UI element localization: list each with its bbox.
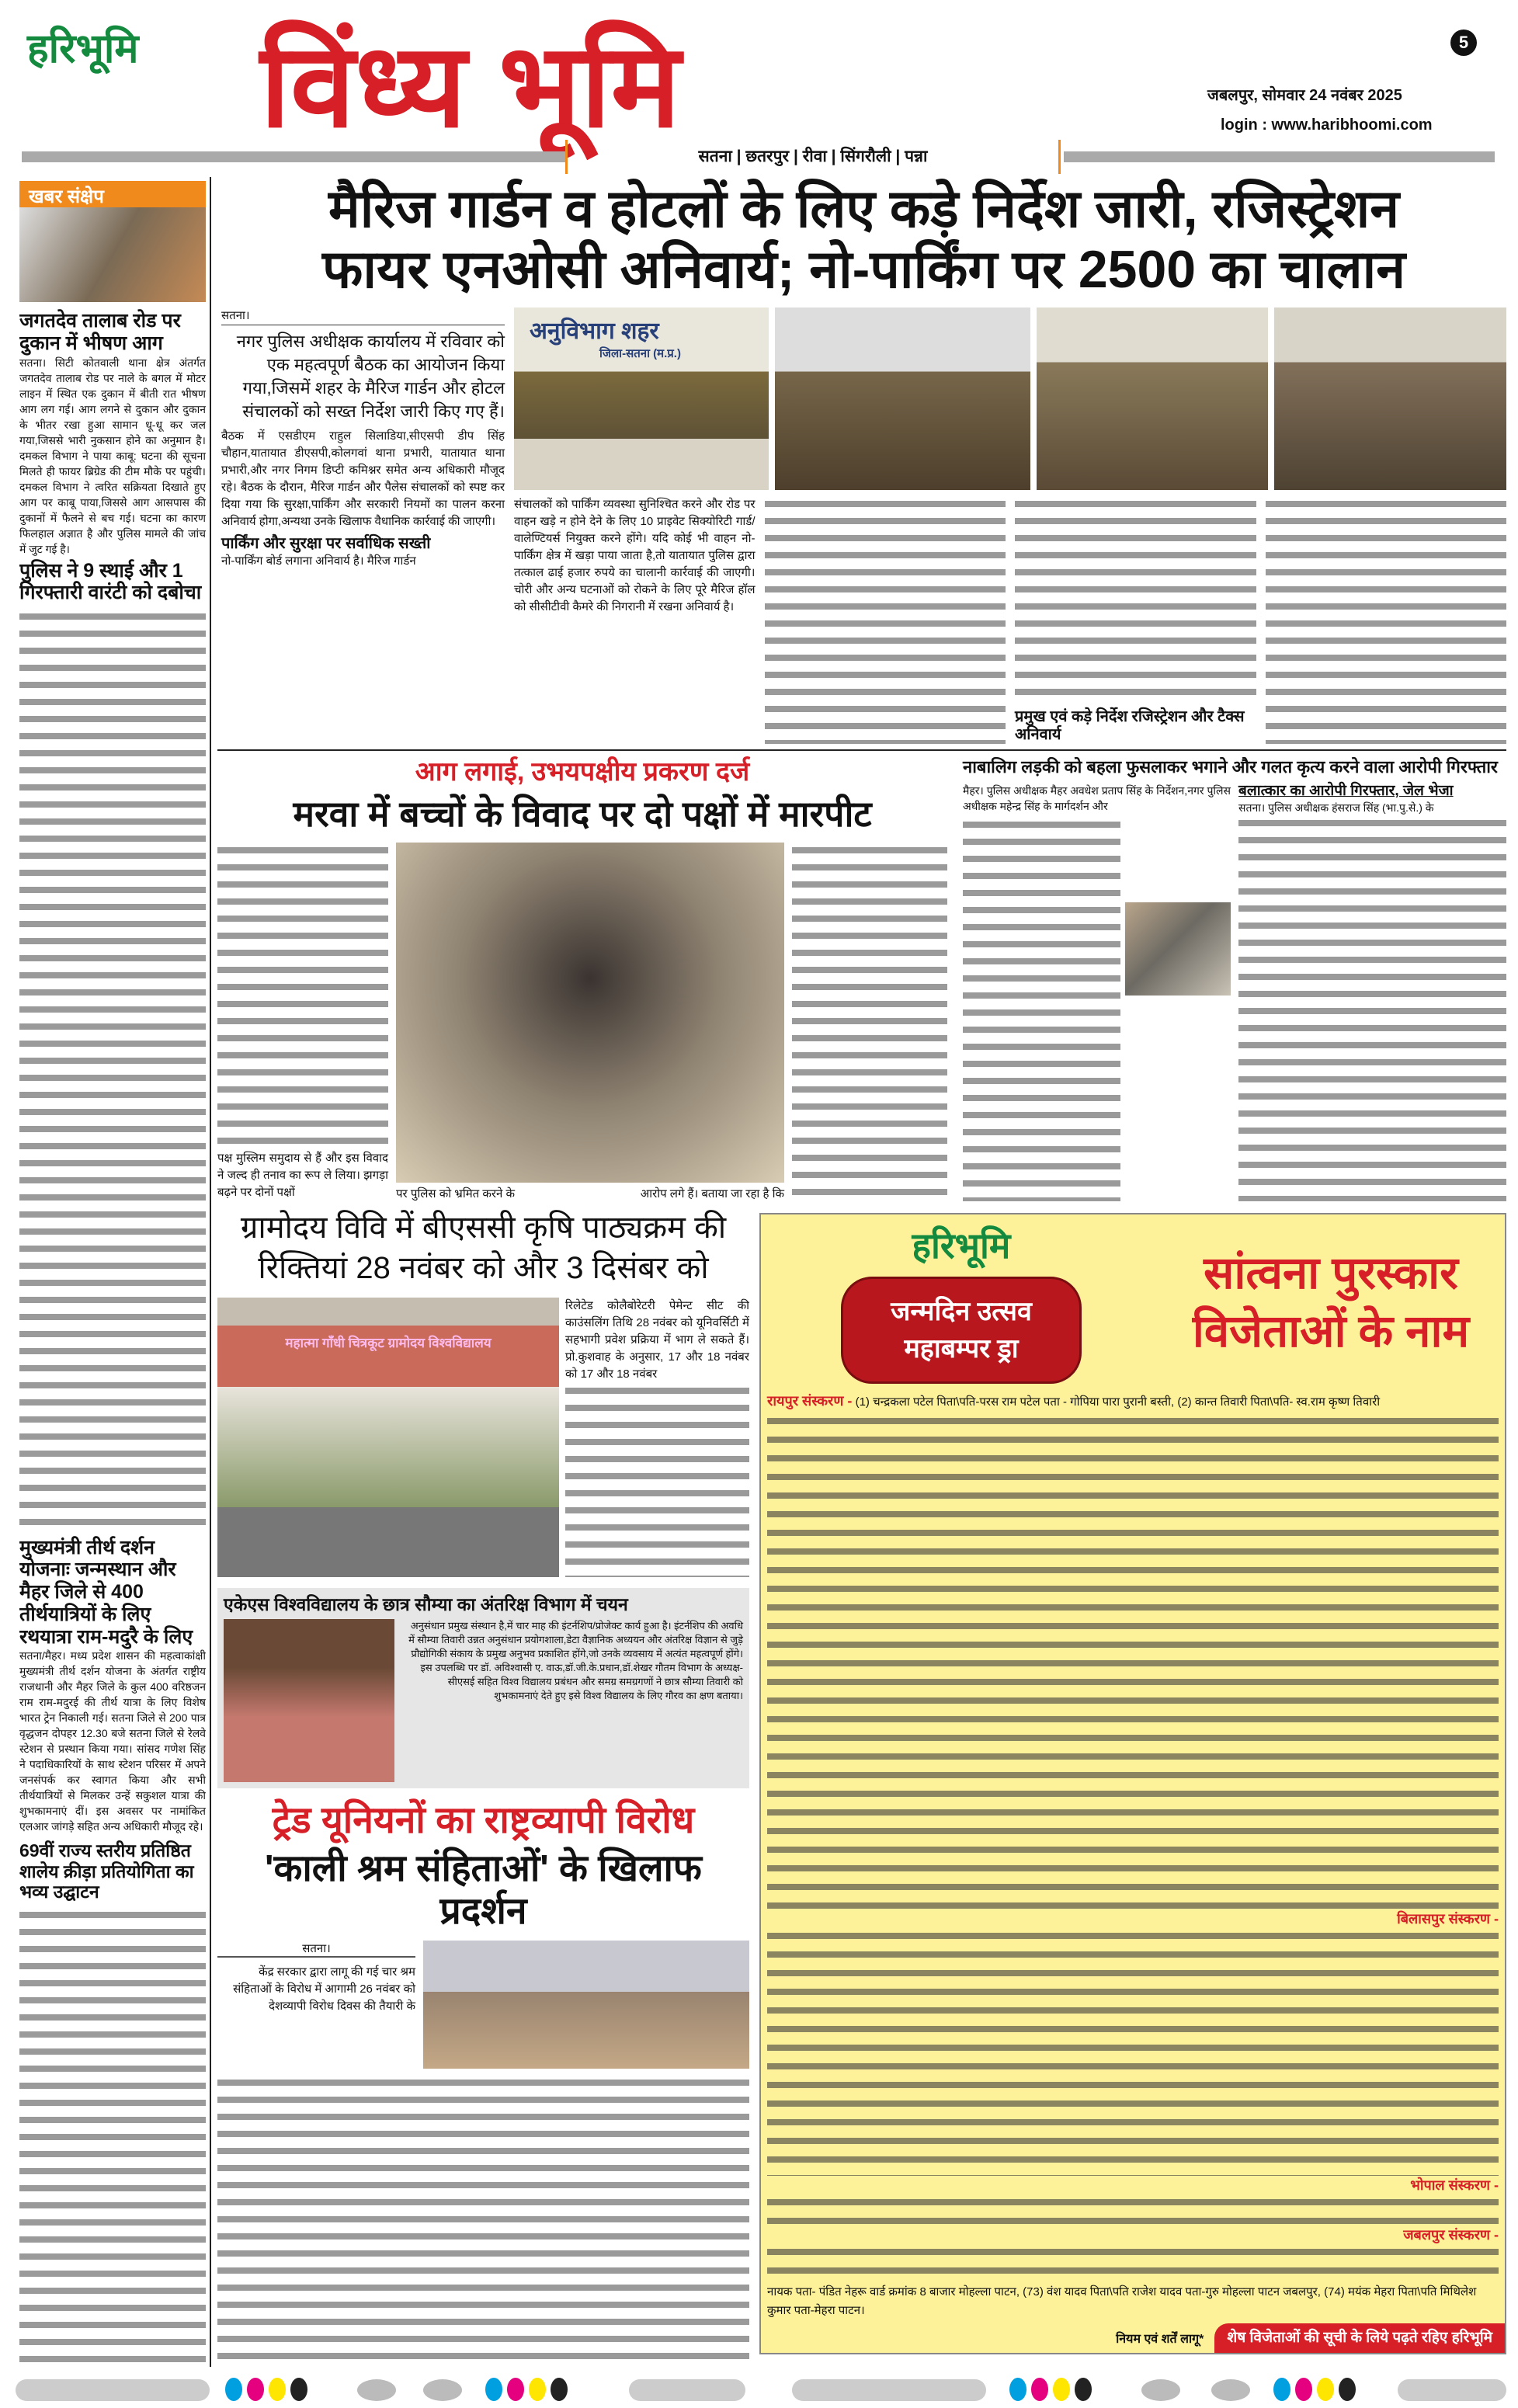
trade-headline: 'काली श्रम संहिताओं' के खिलाफ प्रदर्शन bbox=[265, 1847, 702, 1932]
rape-case-column bbox=[1238, 783, 1506, 1201]
university-sign: महात्मा गाँधी चित्रकूट ग्रामोदय विश्वविद्यालय bbox=[285, 1336, 492, 1350]
brief-label: खबर संक्षेप bbox=[19, 181, 206, 207]
edition-label: रायपुर संस्करण - bbox=[767, 1393, 853, 1409]
gramodaya-body-text bbox=[565, 1383, 749, 1577]
cmyk-dots bbox=[225, 2378, 312, 2405]
lead-photos bbox=[514, 308, 1506, 490]
lead-dateline: सतना। bbox=[221, 308, 505, 325]
nabalig-body: मैहर। पुलिस अधीक्षक मैहर अवधेश प्रताप सिंह के निर्देशन,नगर पुलिस अधीक्षक महेन्द्र सिंह के मार्गदर्शन और bbox=[963, 784, 1231, 813]
winner-list-text bbox=[767, 2244, 1499, 2283]
edition-label: जबलपुर संस्करण - bbox=[1403, 2227, 1499, 2243]
aks-row bbox=[224, 1619, 743, 1782]
cmyk-dots bbox=[485, 2378, 572, 2405]
winner-list-text bbox=[767, 1413, 1499, 1909]
registration-bar bbox=[16, 2379, 210, 2401]
nabalig-body-text bbox=[1238, 815, 1506, 1201]
brief-headline: जगतदेव तालाब रोड पर दुकान में भीषण आग bbox=[19, 310, 181, 354]
photo-banner-text: अनुविभाग शहर bbox=[530, 318, 659, 345]
lead-text-columns bbox=[514, 496, 1506, 744]
lead-headline-line: फायर एनओसी अनिवार्य; नो-पार्किंग पर 2500 का चालान bbox=[322, 240, 1405, 300]
ad-footer bbox=[767, 2323, 1505, 2353]
marwa-body-text bbox=[217, 843, 388, 1150]
marwa-photo-column bbox=[396, 843, 784, 1201]
nabalig-sub-body: सतना। पुलिस अधीक्षक हंसराज सिंह (भा.पु.से.) के bbox=[1238, 801, 1434, 815]
trade-body: केंद्र सरकार द्वारा लागू की गई चार श्रम संहिताओं के विरोध में आगामी 26 नवंबर को देशव्यापी विरोध दिवस की तैयारी के bbox=[233, 1965, 415, 2013]
marwa-text-column bbox=[217, 843, 388, 1201]
aks-box bbox=[217, 1588, 749, 1788]
cmyk-dots bbox=[1273, 2378, 1360, 2405]
print-registration-marks bbox=[16, 2378, 1506, 2403]
header-rule bbox=[1064, 151, 1495, 162]
gramodaya-row bbox=[217, 1298, 749, 1577]
lead-body: संचालकों को पार्किंग व्यवस्था सुनिश्चित करने और रोड पर वाहन खड़े न होने देने के लिए 10 प्राइवेट सिक्योरिटी गार्ड/वालेण्टियर्स नियुक्त करने होंगे। यदि कोई भी वाहन नो-पार्किंग क्षेत्र में खड़ा पाया जाता है,तो यातायात पुलिस द्वारा तत्काल ढाई हजार रुपये का चालानी कार्रवाई की जाएगी। चोरी और अन्य घटनाओं को रोकने के लिए पूरे मैरिज हॉल को सीसीटीवी कैमरे की निगरानी में रखना अनिवार्य है। bbox=[514, 498, 756, 614]
brief-body: सतना/मैहर। मध्य प्रदेश शासन की महत्वाकांक्षी मुख्यमंत्री तीर्थ दर्शन योजना के अंतर्गत राष्ट्रीय राजधानी और मैहर जिले के कुल 400 वरिष्ठजन राम राम-मदुरई की तीर्थ यात्रा के लिए विशेष भारत ट्रेन निकाली गई। सतना जिले से 200 पात्र वृद्धजन दोपहर 12.30 बजे सतना जिले से रेलवे स्टेशन से प्रस्थान किया गया। सांसद गणेश सिंह ने पदाधिकारियों के साथ स्टेशन परिसर में अपने जनसंपर्क कर स्वागत किया और सभी तीर्थयात्रियों से मिलकर उन्हें सकुशल यात्रा की शुभकामनाएं दीं। इस अवसर पर नामांकित एलआर जांगड़े सहित अन्य अधिकारी मौजूद रहे। bbox=[19, 1649, 206, 1833]
column-divider bbox=[210, 177, 211, 2367]
marwa-body: आरोप लगे हैं। बताया जा रहा है कि bbox=[640, 1187, 784, 1201]
login-url[interactable]: login : www.haribhoomi.com bbox=[1221, 116, 1433, 134]
lead-body-row bbox=[221, 308, 1506, 744]
winner-entries: (1) चन्द्रकला पटेल पिता\पति-परस राम पटेल पता - गोपिया पारा पुरानी बस्ती, (2) कान्त तिवारी पिता\पति- स्व.राम कृष्ण तिवारी bbox=[855, 1395, 1381, 1409]
nabalig-body-text bbox=[963, 817, 1120, 1201]
marwa-kicker: आग लगाई, उभयपक्षीय प्रकरण दर्ज bbox=[415, 757, 750, 787]
gramodaya-body: रिलेटेड कोलैबोरेटरी पेमेन्ट सीट की काउंसलिंग तिथि 28 नवंबर को यूनिवर्सिटी में सहभागी प्रवेश प्रक्रिया में भाग ले सकते हैं। प्रो.कुशवाह के अनुसार, 17 और 18 नवंबर को 17 और 18 नवंबर bbox=[565, 1299, 749, 1381]
section-rule bbox=[217, 749, 1506, 751]
lead-body-text bbox=[1266, 496, 1507, 744]
trade-row bbox=[217, 1941, 749, 2069]
lead-body-text bbox=[1015, 496, 1256, 705]
brief-body: सतना। सिटी कोतवाली थाना क्षेत्र अंतर्गत जगतदेव तालाब रोड पर नाले के बगल में मोटर लाइन में स्थित एक दुकान में बीती रात भीषण आग लग गई। आग लगने से दुकान और दुकान के भीतर रखा हुआ सामान धू-धू कर जल गया,जिससे भारी नुकसान होने का अनुमान है। दमकल विभाग ने पाया काबू: घटना की सूचना मिलते ही फायर ब्रिग्रेड की टीम मौके पर पहुंची। दमकल विभाग ने त्वरित सक्रियता दिखाते हुए आग पर काबू पाया,जिससे आग आसपास की दुकानों में फैलने से बच गई। घटना का कारण फिलहाल अज्ञात है और पुलिस मामले की जांच में जुट गई है। bbox=[19, 356, 206, 555]
nabalig-story bbox=[963, 757, 1506, 1201]
trade-body-text bbox=[217, 2075, 749, 2365]
lead-body: बैठक में एसडीएम राहुल सिलाडिया,सीएसपी डीप सिंह चौहान,यातायात डीएसपी,कोलगवां थाना प्रभारी, यातायात थाना प्रभारी,और नगर निगम डिप्टी कमिश्नर समेत अन्य अधिकारी मौजूद रहे। बैठक के दौरान, मैरिज गार्डन और पैलेस संचालकों को स्पष्ट कर दिया गया कि सुरक्षा,पार्किंग और सरकारी नियमों का पालन करना अनिवार्य होगा,अन्यथा उनके खिलाफ वैधानिक कार्रवाई की जाएगी। bbox=[221, 429, 505, 529]
trade-headline: ट्रेड यूनियनों का राष्ट्रव्यापी विरोध bbox=[272, 1800, 695, 1842]
brief-headline: पुलिस ने 9 स्थाई और 1 गिरफ्तारी वारंटी को दबोचा bbox=[19, 559, 202, 604]
meeting-photo bbox=[1274, 308, 1506, 490]
lead-body-text bbox=[765, 496, 1006, 744]
ad-brand bbox=[767, 1221, 1155, 1384]
brief-headline: मुख्यमंत्री तीर्थ दर्शन योजनाः जन्मस्थान और मैहर जिले से 400 तीर्थयात्रियों के लिए रथयात्रा राम-मदुरै के लिए bbox=[19, 1536, 193, 1648]
registration-circle bbox=[423, 2379, 462, 2401]
fire-photo bbox=[19, 207, 206, 302]
marwa-headline: मरवा में बच्चों के विवाद पर दो पक्षों में मारपीट bbox=[293, 794, 872, 835]
haribhoomi-logo: हरिभूमि bbox=[27, 26, 139, 71]
lead-photo-area bbox=[514, 308, 1506, 744]
registration-circle bbox=[1211, 2379, 1250, 2401]
news-brief-column bbox=[19, 181, 206, 2367]
marwa-caption: पर पुलिस को भ्रमित करने के bbox=[396, 1187, 516, 1201]
trade-dateline: सतना। bbox=[217, 1941, 415, 1958]
birthday-draw-badge bbox=[841, 1277, 1082, 1384]
prize-winners-ad bbox=[759, 1213, 1506, 2354]
trade-text-column bbox=[217, 1941, 415, 2069]
nabalig-columns bbox=[963, 783, 1506, 1201]
lead-story bbox=[221, 179, 1506, 744]
badge-line: जन्मदिन उत्सव bbox=[891, 1297, 1032, 1326]
university-gate-photo bbox=[217, 1298, 559, 1577]
registration-bar bbox=[792, 2379, 986, 2401]
registration-circle bbox=[1141, 2379, 1180, 2401]
ad-title-line: विजेताओं के नाम bbox=[1192, 1306, 1470, 1357]
brief-body-text bbox=[19, 1907, 206, 2367]
meeting-photo bbox=[514, 308, 769, 490]
lead-body: नो-पार्किंग बोर्ड लगाना अनिवार्य है। मैरिज गार्डन bbox=[221, 554, 416, 568]
nabalig-subhead: बलात्कार का आरोपी गिरफ्तार, जेल भेजा bbox=[1238, 783, 1454, 800]
more-winners-banner: शेष विजेताओं की सूची के लिये पढ़ते रहिए हरिभूमि bbox=[1214, 2323, 1505, 2353]
lead-subhead: प्रमुख एवं कड़े निर्देश रजिस्ट्रेशन और टैक्स अनिवार्य bbox=[1015, 708, 1245, 743]
lead-headline-line: मैरिज गार्डन व होटलों के लिए कड़े निर्देश जारी, रजिस्ट्रेशन bbox=[328, 179, 1399, 238]
cmyk-dots bbox=[1009, 2378, 1096, 2405]
ad-header bbox=[767, 1221, 1499, 1384]
meeting-photo bbox=[775, 308, 1030, 490]
nabalig-column bbox=[963, 783, 1231, 1201]
gramodaya-headline: ग्रामोदय विवि में बीएससी कृषि पाठ्यक्रम की रिक्तियां 28 नवंबर को और 3 दिसंबर को bbox=[240, 1211, 727, 1285]
second-row bbox=[217, 757, 1506, 1201]
ad-title-line: सांत्वना पुरस्कार bbox=[1204, 1248, 1458, 1298]
edition-label: बिलासपुर संस्करण - bbox=[1397, 1910, 1499, 1927]
registration-circle bbox=[357, 2379, 396, 2401]
accused-photo bbox=[1125, 902, 1231, 996]
brief-body-text bbox=[19, 609, 206, 1529]
nabalig-body-row bbox=[963, 817, 1231, 1201]
burnt-bike-photo bbox=[396, 843, 784, 1183]
aks-headline: एकेएस विश्वविद्यालय के छात्र सौम्या का अंतरिक्ष विभाग में चयन bbox=[224, 1594, 628, 1614]
aks-body: अनुसंधान प्रमुख संस्थान है,में चार माह की इंटर्नशिप/प्रोजेक्ट कार्य हुआ है। इंटर्नशिप की अवधि में सौम्या तिवारी उन्नत अनुसंधान प्रयोगशाला,डेटा वैज्ञानिक अध्ययन और अंतरिक्ष विज्ञान से जुड़े प्रौद्योगिकी संकाय के प्रमुख अनुभव प्रकाशित होंगे,जो उनके व्यवसाय में अत्यंत महत्वपूर्ण होंगे। इस उपलब्धि पर डॉ. अविश्वासी ए. वाऊ,डॉ.जी.के.प्रधान,डॉ.शेखर गौतम विभाग के अध्यक्ष-सीएसई सहित विश्व विद्यालय प्रबंधन और समग्र समग्रगणों ने छात्र सौम्या तिवारी को शुभकामनाएं देते हुए इसे विश्व विद्यालय के लिए गौरव का क्षण बताया। bbox=[408, 1620, 743, 1702]
ad-logo: हरिभूमि bbox=[912, 1225, 1011, 1266]
badge-line: महाबम्पर ड्रा bbox=[904, 1334, 1019, 1364]
photo-banner-sub: जिला-सतना (म.प्र.) bbox=[599, 347, 681, 361]
page-number: 5 bbox=[1450, 30, 1477, 56]
winner-list-start bbox=[767, 1392, 1499, 1410]
dateline: जबलपुर, सोमवार 24 नवंबर 2025 bbox=[1207, 87, 1402, 104]
gramodaya-text-column bbox=[565, 1298, 749, 1577]
winner-list-text bbox=[767, 1928, 1499, 2176]
brief-headline: 69वीं राज्य स्तरीय प्रतिष्ठित शालेय क्रीड़ा प्रतियोगिता का भव्य उद्घाटन bbox=[19, 1840, 194, 1902]
meeting-photo bbox=[1037, 308, 1269, 490]
marwa-caption-row bbox=[396, 1186, 784, 1201]
marwa-body-text bbox=[792, 843, 947, 1201]
registration-bar bbox=[1398, 2379, 1506, 2401]
student-photo bbox=[224, 1619, 394, 1782]
terms-note: नियम एवं शर्तें लागू* bbox=[1116, 2333, 1204, 2346]
lead-intro-column bbox=[221, 308, 505, 744]
marwa-body: पक्ष मुस्लिम समुदाय से हैं और इस विवाद ने जल्द ही तनाव का रूप ले लिया। झगड़ा बढ़ने पर दोनों पक्षों bbox=[217, 1152, 388, 1199]
lead-intro: नगर पुलिस अधीक्षक कार्यालय में रविवार को एक महत्वपूर्ण बैठक का आयोजन किया गया,जिसमें शहर के मैरिज गार्डन और होटल संचालकों को सख्त निर्देश जारी किए गए हैं। bbox=[236, 332, 505, 422]
ad-title bbox=[1163, 1221, 1499, 1384]
winner-list-end: नायक पता- पंडित नेहरू वार्ड क्रमांक 8 बाजार मोहल्ला पाटन, (73) वंश यादव पिता\पति राजेश यादव पता-गुरु मोहल्ला पाटन जबलपुर, (74) मयंक मेहरा पिता\पति मिथिलेश कुमार पता-मेहरा पाटन। bbox=[767, 2285, 1477, 2317]
lead-text-column bbox=[1015, 496, 1256, 744]
header-rule bbox=[22, 151, 565, 162]
marwa-story bbox=[217, 757, 947, 1201]
union-meeting-photo bbox=[423, 1941, 749, 2069]
marwa-columns bbox=[217, 843, 947, 1201]
lead-headline bbox=[221, 179, 1506, 300]
nabalig-headline: नाबालिग लड़की को बहला फुसलाकर भगाने और गलत कृत्य करने वाला आरोपी गिरफ्तार bbox=[963, 757, 1498, 777]
masthead-title: विंध्य भूमि bbox=[260, 20, 681, 151]
winner-list-text bbox=[767, 2194, 1499, 2226]
registration-bar bbox=[629, 2379, 745, 2401]
edition-label: भोपाल संस्करण - bbox=[1410, 2177, 1499, 2193]
middle-column bbox=[217, 1207, 749, 2365]
edition-list: सतना | छतरपुर | रीवा | सिंगरौली | पन्ना bbox=[565, 140, 1061, 174]
lead-subhead: पार्किंग और सुरक्षा पर सर्वाधिक सख्ती bbox=[221, 535, 431, 553]
